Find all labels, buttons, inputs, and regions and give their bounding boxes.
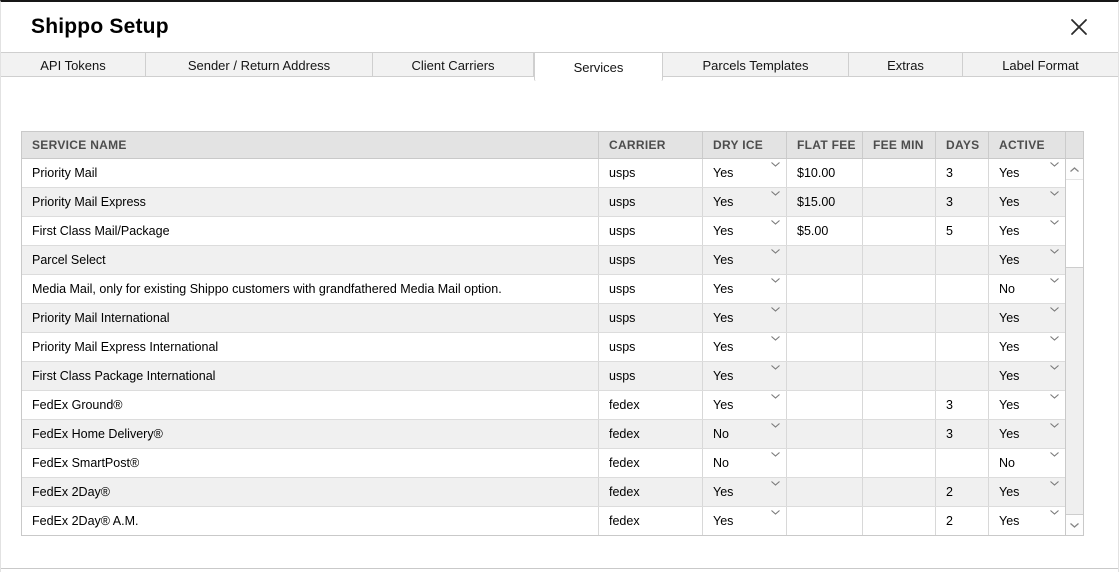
chevron-down-icon [1050,481,1059,486]
active-select-text: Yes [999,195,1020,209]
service-name-cell [22,507,598,535]
days-cell-text: 2 [946,514,953,528]
chevron-down-icon [771,510,780,515]
table-body-wrap [22,159,1083,535]
service-name-cell-text: First Class Mail/Package [32,224,170,238]
column-header-dry-ice: DRY ICE [702,132,786,158]
chevron-down-icon [1050,365,1059,370]
carrier-cell-text: fedex [609,398,640,412]
tab-label-format[interactable]: Label Format [1002,57,1079,73]
flat-fee-cell-text: $10.00 [797,166,836,180]
fee-min-cell[interactable] [862,362,935,390]
service-name-cell [22,333,598,361]
fee-min-cell[interactable] [862,507,935,535]
carrier-cell [598,362,702,390]
dry-ice-select-text: No [713,427,729,441]
chevron-down-icon [1050,394,1059,399]
tab-extras[interactable]: Extras [849,53,963,77]
days-cell[interactable] [935,333,988,361]
dry-ice-select[interactable] [702,246,786,274]
carrier-cell-text: usps [609,224,636,238]
service-name-cell [22,246,598,274]
table-row [22,420,1065,449]
service-name-cell-text: First Class Package International [32,369,216,383]
column-header-flat-fee: FLAT FEE [786,132,862,158]
table-row [22,362,1065,391]
dry-ice-select[interactable] [702,391,786,419]
service-name-cell-text: Media Mail, only for existing Shippo customers with grandfathered Media Mail option. [32,282,502,296]
days-cell[interactable] [935,304,988,332]
column-header-active: ACTIVE [988,132,1065,158]
dry-ice-select[interactable] [702,275,786,303]
chevron-down-icon [1070,523,1079,528]
carrier-cell [598,391,702,419]
dry-ice-select[interactable] [702,217,786,245]
chevron-down-icon [771,336,780,341]
days-cell[interactable] [935,217,988,245]
days-cell[interactable] [935,420,988,448]
carrier-cell-text: usps [609,369,636,383]
tab-sender-return-address[interactable]: Sender / Return Address [146,53,373,77]
active-select[interactable] [988,246,1065,274]
carrier-cell-text: usps [609,282,636,296]
flat-fee-cell[interactable] [786,478,862,506]
close-icon [1070,18,1088,36]
scroll-down-button[interactable] [1066,514,1083,535]
table-body [22,159,1065,535]
fee-min-cell[interactable] [862,275,935,303]
flat-fee-cell[interactable] [786,304,862,332]
carrier-cell-text: usps [609,253,636,267]
chevron-down-icon [771,278,780,283]
table-row [22,333,1065,362]
chevron-down-icon [1050,307,1059,312]
service-name-cell-text: FedEx Ground® [32,398,123,412]
service-name-cell [22,159,598,187]
active-select-text: Yes [999,398,1020,412]
active-select[interactable] [988,188,1065,216]
service-name-cell [22,275,598,303]
active-select-text: Yes [999,369,1020,383]
dry-ice-select[interactable] [702,507,786,535]
vertical-scrollbar[interactable] [1065,159,1083,535]
days-cell[interactable] [935,246,988,274]
service-name-cell [22,478,598,506]
carrier-cell [598,217,702,245]
chevron-down-icon [771,394,780,399]
table-row [22,188,1065,217]
dry-ice-select[interactable] [702,362,786,390]
active-select[interactable] [988,478,1065,506]
chevron-down-icon [771,307,780,312]
carrier-cell-text: fedex [609,456,640,470]
active-select-text: Yes [999,311,1020,325]
flat-fee-cell[interactable] [786,275,862,303]
table-row [22,304,1065,333]
dry-ice-select[interactable] [702,188,786,216]
active-select[interactable] [988,159,1065,187]
dry-ice-select-text: Yes [713,166,734,180]
carrier-cell [598,507,702,535]
active-select[interactable] [988,217,1065,245]
active-select[interactable] [988,304,1065,332]
days-cell[interactable] [935,362,988,390]
tab-parcels-templates[interactable]: Parcels Templates [663,53,849,77]
service-name-cell-text: Parcel Select [32,253,106,267]
days-cell-text: 2 [946,485,953,499]
fee-min-cell[interactable] [862,159,935,187]
fee-min-cell[interactable] [862,449,935,477]
table-row [22,478,1065,507]
flat-fee-cell[interactable] [786,159,862,187]
service-name-cell-text: Priority Mail Express [32,195,146,209]
active-select-text: No [999,456,1015,470]
chevron-down-icon [771,162,780,167]
dry-ice-select[interactable] [702,449,786,477]
service-name-cell-text: Priority Mail Express International [32,340,219,354]
table-row [22,159,1065,188]
service-name-cell [22,420,598,448]
page-title: Shippo Setup [31,15,169,38]
flat-fee-cell[interactable] [786,246,862,274]
flat-fee-cell[interactable] [786,420,862,448]
flat-fee-cell[interactable] [786,217,862,245]
active-select-text: Yes [999,427,1020,441]
chevron-down-icon [1050,336,1059,341]
carrier-cell-text: fedex [609,514,640,528]
days-cell[interactable] [935,449,988,477]
chevron-down-icon [771,423,780,428]
days-cell[interactable] [935,275,988,303]
days-cell-text: 3 [946,427,953,441]
fee-min-cell[interactable] [862,333,935,361]
dry-ice-select-text: Yes [713,514,734,528]
tab-client-carriers[interactable]: Client Carriers [373,53,534,77]
carrier-cell-text: usps [609,195,636,209]
fee-min-cell[interactable] [862,188,935,216]
table-row [22,449,1065,478]
service-name-cell-text: FedEx SmartPost® [32,456,140,470]
service-name-cell-text: Priority Mail International [32,311,170,325]
chevron-up-icon [1070,167,1079,172]
active-select[interactable] [988,391,1065,419]
service-name-cell-text: Priority Mail [32,166,98,180]
service-name-cell [22,362,598,390]
table-header [22,132,1083,159]
flat-fee-cell-text: $15.00 [797,195,836,209]
service-name-cell-text: FedEx 2Day® [32,485,110,499]
dry-ice-select-text: Yes [713,369,734,383]
fee-min-cell[interactable] [862,304,935,332]
services-table [21,131,1084,536]
days-cell[interactable] [935,391,988,419]
dialog-header [1,2,1118,52]
flat-fee-cell[interactable] [786,188,862,216]
dry-ice-select[interactable] [702,159,786,187]
chevron-down-icon [1050,510,1059,515]
service-name-cell [22,217,598,245]
column-header-days: DAYS [935,132,988,158]
days-cell[interactable] [935,188,988,216]
active-select-text: Yes [999,514,1020,528]
table-row [22,275,1065,304]
active-select-text: No [999,282,1015,296]
fee-min-cell[interactable] [862,246,935,274]
service-name-cell [22,304,598,332]
chevron-down-icon [1050,191,1059,196]
scroll-up-button[interactable] [1066,159,1083,180]
dry-ice-select-text: Yes [713,485,734,499]
service-name-cell-text: FedEx 2Day® A.M. [32,514,139,528]
carrier-cell-text: usps [609,311,636,325]
days-cell-text: 5 [946,224,953,238]
fee-min-cell[interactable] [862,217,935,245]
table-row [22,217,1065,246]
chevron-down-icon [1050,452,1059,457]
carrier-cell [598,478,702,506]
days-cell[interactable] [935,159,988,187]
column-header-fee-min: FEE MIN [862,132,935,158]
chevron-down-icon [1050,162,1059,167]
active-select[interactable] [988,507,1065,535]
active-select-text: Yes [999,253,1020,267]
dry-ice-select-text: Yes [713,311,734,325]
chevron-down-icon [771,481,780,486]
scrollbar-track[interactable] [1066,268,1083,514]
fee-min-cell[interactable] [862,391,935,419]
carrier-cell [598,333,702,361]
dry-ice-select-text: Yes [713,398,734,412]
carrier-cell [598,246,702,274]
fee-min-cell[interactable] [862,420,935,448]
carrier-cell-text: usps [609,340,636,354]
fee-min-cell[interactable] [862,478,935,506]
dry-ice-select[interactable] [702,478,786,506]
dry-ice-select[interactable] [702,333,786,361]
dry-ice-select-text: Yes [713,282,734,296]
dry-ice-select[interactable] [702,304,786,332]
carrier-cell [598,449,702,477]
dry-ice-select-text: No [713,456,729,470]
flat-fee-cell[interactable] [786,391,862,419]
chevron-down-icon [771,249,780,254]
chevron-down-icon [771,191,780,196]
chevron-down-icon [1050,249,1059,254]
close-button[interactable] [1066,14,1092,40]
tab-api-tokens[interactable]: API Tokens [1,53,146,77]
carrier-cell-text: fedex [609,485,640,499]
carrier-cell [598,159,702,187]
service-name-cell-text: FedEx Home Delivery® [32,427,163,441]
active-select-text: Yes [999,166,1020,180]
active-select-text: Yes [999,224,1020,238]
active-select[interactable] [988,333,1065,361]
chevron-down-icon [1050,220,1059,225]
dry-ice-select-text: Yes [713,195,734,209]
flat-fee-cell-text: $5.00 [797,224,829,238]
carrier-cell [598,188,702,216]
chevron-down-icon [771,452,780,457]
tab-bar [1,52,1118,77]
active-select-text: Yes [999,340,1020,354]
service-name-cell [22,449,598,477]
dry-ice-select[interactable] [702,420,786,448]
active-select[interactable] [988,362,1065,390]
days-cell-text: 3 [946,195,953,209]
active-select[interactable] [988,449,1065,477]
tab-services[interactable]: Services [534,52,663,81]
column-header-carrier: CARRIER [598,132,702,158]
column-header-service-name: SERVICE NAME [32,138,127,152]
carrier-cell [598,275,702,303]
chevron-down-icon [1050,423,1059,428]
table-row [22,246,1065,275]
flat-fee-cell[interactable] [786,507,862,535]
service-name-cell [22,188,598,216]
active-select[interactable] [988,275,1065,303]
scrollbar-thumb[interactable] [1066,180,1083,268]
chevron-down-icon [771,365,780,370]
carrier-cell [598,420,702,448]
carrier-cell-text: usps [609,166,636,180]
days-cell-text: 3 [946,166,953,180]
dry-ice-select-text: Yes [713,253,734,267]
carrier-cell [598,304,702,332]
days-cell[interactable] [935,507,988,535]
days-cell-text: 3 [946,398,953,412]
days-cell[interactable] [935,478,988,506]
service-name-cell [22,391,598,419]
carrier-cell-text: fedex [609,427,640,441]
header-scrollbar-filler [1065,132,1083,158]
active-select-text: Yes [999,485,1020,499]
dry-ice-select-text: Yes [713,224,734,238]
flat-fee-cell[interactable] [786,362,862,390]
dry-ice-select-text: Yes [713,340,734,354]
table-row [22,391,1065,420]
chevron-down-icon [771,220,780,225]
flat-fee-cell[interactable] [786,333,862,361]
flat-fee-cell[interactable] [786,449,862,477]
table-row [22,507,1065,535]
chevron-down-icon [1050,278,1059,283]
active-select[interactable] [988,420,1065,448]
